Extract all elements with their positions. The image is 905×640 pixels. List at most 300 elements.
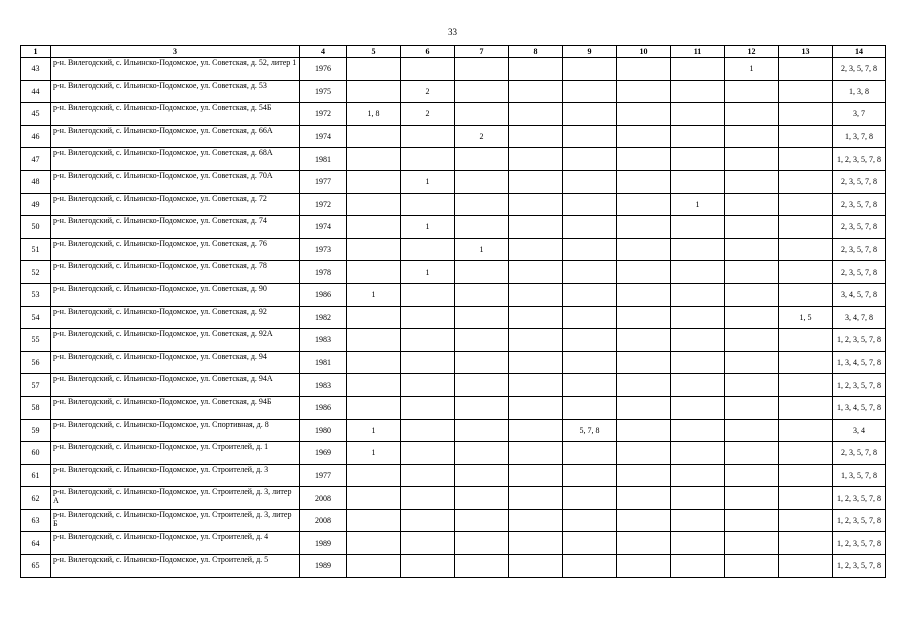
address-cell: р-н. Вилегодский, с. Ильинско-Подомское, ул. Советская, д. 94А xyxy=(51,374,300,397)
table-cell xyxy=(563,555,617,578)
address-cell: р-н. Вилегодский, с. Ильинско-Подомское, ул. Советская, д. 66А xyxy=(51,125,300,148)
table-cell xyxy=(347,216,401,239)
column-header: 6 xyxy=(401,46,455,58)
table-cell: 1977 xyxy=(300,464,347,487)
table-row xyxy=(21,125,886,148)
table-cell: 2 xyxy=(455,125,509,148)
table-row xyxy=(21,532,886,555)
table-cell xyxy=(617,532,671,555)
table-cell xyxy=(779,148,833,171)
table-cell xyxy=(509,555,563,578)
table-cell xyxy=(509,329,563,352)
table-cell: 2008 xyxy=(300,509,347,532)
table-cell: 1982 xyxy=(300,306,347,329)
table-cell xyxy=(509,170,563,193)
table-cell: 1, 3, 5, 7, 8 xyxy=(833,464,886,487)
table-cell xyxy=(725,374,779,397)
table-cell xyxy=(455,419,509,442)
table-row xyxy=(21,374,886,397)
address-cell: р-н. Вилегодский, с. Ильинско-Подомское, ул. Строителей, д. 3 xyxy=(51,464,300,487)
table-cell xyxy=(779,419,833,442)
table-cell: 2, 3, 5, 7, 8 xyxy=(833,238,886,261)
table-cell xyxy=(401,306,455,329)
table-cell xyxy=(347,170,401,193)
table-cell xyxy=(671,329,725,352)
table-cell xyxy=(617,216,671,239)
table-cell xyxy=(563,464,617,487)
table-cell xyxy=(725,487,779,510)
table-cell xyxy=(455,103,509,126)
table-cell xyxy=(347,374,401,397)
table-cell: 1 xyxy=(671,193,725,216)
table-cell xyxy=(617,442,671,465)
table-cell xyxy=(725,532,779,555)
table-cell xyxy=(617,419,671,442)
table-cell: 1 xyxy=(401,216,455,239)
table-row xyxy=(21,396,886,419)
table-cell: 1989 xyxy=(300,555,347,578)
table-cell: 2, 3, 5, 7, 8 xyxy=(833,216,886,239)
table-cell xyxy=(779,80,833,103)
table-row xyxy=(21,351,886,374)
table-cell: 1969 xyxy=(300,442,347,465)
table-row xyxy=(21,306,886,329)
table-cell xyxy=(725,555,779,578)
table-row xyxy=(21,555,886,578)
table-cell xyxy=(617,396,671,419)
column-header: 1 xyxy=(21,46,51,58)
table-cell xyxy=(563,396,617,419)
table-cell xyxy=(563,442,617,465)
table-cell xyxy=(779,329,833,352)
table-row xyxy=(21,487,886,510)
table-cell: 1, 3, 4, 5, 7, 8 xyxy=(833,351,886,374)
row-number-cell: 55 xyxy=(21,329,51,352)
table-cell xyxy=(563,374,617,397)
address-cell: р-н. Вилегодский, с. Ильинско-Подомское, ул. Строителей, д. 3, литер Б xyxy=(51,509,300,532)
row-number-cell: 64 xyxy=(21,532,51,555)
row-number-cell: 56 xyxy=(21,351,51,374)
table-cell xyxy=(779,464,833,487)
column-header: 14 xyxy=(833,46,886,58)
table-cell xyxy=(455,261,509,284)
table-cell xyxy=(401,419,455,442)
address-cell: р-н. Вилегодский, с. Ильинско-Подомское, ул. Советская, д. 92 xyxy=(51,306,300,329)
row-number-cell: 50 xyxy=(21,216,51,239)
table-cell xyxy=(563,351,617,374)
table-cell xyxy=(671,170,725,193)
table-cell xyxy=(671,283,725,306)
table-cell xyxy=(455,396,509,419)
row-number-cell: 57 xyxy=(21,374,51,397)
table-cell: 1980 xyxy=(300,419,347,442)
table-cell xyxy=(563,306,617,329)
table-cell xyxy=(671,487,725,510)
table-cell xyxy=(617,80,671,103)
table-cell xyxy=(401,464,455,487)
address-cell: р-н. Вилегодский, с. Ильинско-Подомское, ул. Советская, д. 72 xyxy=(51,193,300,216)
column-header: 5 xyxy=(347,46,401,58)
table-cell: 1975 xyxy=(300,80,347,103)
table-row xyxy=(21,442,886,465)
table-cell xyxy=(671,396,725,419)
table-cell xyxy=(509,306,563,329)
table-cell xyxy=(671,58,725,81)
table-cell xyxy=(401,238,455,261)
table-cell xyxy=(347,532,401,555)
table-cell xyxy=(725,193,779,216)
table-cell xyxy=(671,555,725,578)
table-cell: 1973 xyxy=(300,238,347,261)
table-cell xyxy=(671,238,725,261)
row-number-cell: 61 xyxy=(21,464,51,487)
table-cell xyxy=(779,261,833,284)
table-cell: 1, 2, 3, 5, 7, 8 xyxy=(833,329,886,352)
table-cell xyxy=(779,58,833,81)
row-number-cell: 59 xyxy=(21,419,51,442)
table-cell: 1 xyxy=(347,442,401,465)
table-row xyxy=(21,103,886,126)
table-cell: 2008 xyxy=(300,487,347,510)
table-cell xyxy=(779,487,833,510)
table-cell: 2 xyxy=(401,103,455,126)
address-cell: р-н. Вилегодский, с. Ильинско-Подомское, ул. Советская, д. 90 xyxy=(51,283,300,306)
table-cell: 5, 7, 8 xyxy=(563,419,617,442)
table-cell xyxy=(725,238,779,261)
table-cell: 1, 2, 3, 5, 7, 8 xyxy=(833,374,886,397)
table-cell xyxy=(779,396,833,419)
table-cell xyxy=(455,306,509,329)
table-row xyxy=(21,80,886,103)
table-cell xyxy=(509,532,563,555)
address-cell: р-н. Вилегодский, с. Ильинско-Подомское, ул. Советская, д. 68А xyxy=(51,148,300,171)
table-cell xyxy=(401,125,455,148)
table-cell: 2, 3, 5, 7, 8 xyxy=(833,442,886,465)
table-cell xyxy=(725,261,779,284)
table-cell xyxy=(617,261,671,284)
row-number-cell: 62 xyxy=(21,487,51,510)
table-cell xyxy=(725,509,779,532)
table-cell xyxy=(563,58,617,81)
address-cell: р-н. Вилегодский, с. Ильинско-Подомское, ул. Строителей, д. 4 xyxy=(51,532,300,555)
table-cell: 2, 3, 5, 7, 8 xyxy=(833,261,886,284)
table-cell: 1 xyxy=(725,58,779,81)
table-cell xyxy=(617,58,671,81)
table-cell xyxy=(347,80,401,103)
table-cell xyxy=(455,170,509,193)
address-cell: р-н. Вилегодский, с. Ильинско-Подомское, ул. Советская, д. 92А xyxy=(51,329,300,352)
row-number-cell: 46 xyxy=(21,125,51,148)
address-cell: р-н. Вилегодский, с. Ильинско-Подомское, ул. Строителей, д. 5 xyxy=(51,555,300,578)
table-cell xyxy=(455,464,509,487)
column-header: 8 xyxy=(509,46,563,58)
table-cell xyxy=(563,125,617,148)
table-cell: 1, 2, 3, 5, 7, 8 xyxy=(833,148,886,171)
table-cell xyxy=(563,148,617,171)
table-cell xyxy=(617,487,671,510)
table-cell: 1, 5 xyxy=(779,306,833,329)
row-number-cell: 60 xyxy=(21,442,51,465)
table-cell xyxy=(725,80,779,103)
table-cell xyxy=(725,103,779,126)
table-cell xyxy=(401,351,455,374)
table-cell xyxy=(563,329,617,352)
table-cell xyxy=(671,464,725,487)
table-cell xyxy=(509,374,563,397)
address-cell: р-н. Вилегодский, с. Ильинско-Подомское, ул. Советская, д. 74 xyxy=(51,216,300,239)
table-cell: 1983 xyxy=(300,329,347,352)
address-cell: р-н. Вилегодский, с. Ильинско-Подомское, ул. Советская, д. 54Б xyxy=(51,103,300,126)
table-row xyxy=(21,148,886,171)
table-row xyxy=(21,464,886,487)
table-cell: 1978 xyxy=(300,261,347,284)
table-cell xyxy=(725,125,779,148)
table-cell xyxy=(725,442,779,465)
row-number-cell: 65 xyxy=(21,555,51,578)
table-cell xyxy=(455,442,509,465)
table-row xyxy=(21,170,886,193)
table-cell: 3, 4 xyxy=(833,419,886,442)
table-row xyxy=(21,193,886,216)
table-cell xyxy=(347,509,401,532)
table-cell xyxy=(347,148,401,171)
table-cell: 1974 xyxy=(300,216,347,239)
table-cell xyxy=(671,419,725,442)
table-cell xyxy=(779,103,833,126)
table-cell xyxy=(563,238,617,261)
table-cell xyxy=(401,374,455,397)
table-body xyxy=(21,58,886,578)
table-cell xyxy=(617,329,671,352)
table-cell xyxy=(779,532,833,555)
page-number: 33 xyxy=(448,27,457,37)
table-cell xyxy=(401,396,455,419)
table-cell xyxy=(617,283,671,306)
table-cell xyxy=(347,396,401,419)
table-cell: 1, 3, 7, 8 xyxy=(833,125,886,148)
table-row xyxy=(21,216,886,239)
table-cell xyxy=(509,80,563,103)
table-cell xyxy=(779,442,833,465)
table-cell xyxy=(401,329,455,352)
row-number-cell: 45 xyxy=(21,103,51,126)
table-cell xyxy=(509,509,563,532)
table-cell xyxy=(725,419,779,442)
table-cell xyxy=(671,306,725,329)
table-cell xyxy=(671,374,725,397)
table-cell: 1 xyxy=(401,170,455,193)
column-header: 13 xyxy=(779,46,833,58)
table-cell xyxy=(725,170,779,193)
table-cell: 1977 xyxy=(300,170,347,193)
row-number-cell: 54 xyxy=(21,306,51,329)
table-row xyxy=(21,419,886,442)
table-cell: 1983 xyxy=(300,374,347,397)
table-cell xyxy=(671,80,725,103)
table-cell xyxy=(725,464,779,487)
table-cell xyxy=(725,329,779,352)
column-header: 10 xyxy=(617,46,671,58)
table-cell xyxy=(455,148,509,171)
table-cell xyxy=(347,193,401,216)
table-cell xyxy=(347,487,401,510)
address-cell: р-н. Вилегодский, с. Ильинско-Подомское, ул. Строителей, д. 1 xyxy=(51,442,300,465)
table-cell: 1 xyxy=(347,283,401,306)
table-cell xyxy=(563,261,617,284)
table-cell: 1976 xyxy=(300,58,347,81)
table-cell xyxy=(617,351,671,374)
table-row xyxy=(21,283,886,306)
table-cell xyxy=(455,193,509,216)
table-cell xyxy=(509,261,563,284)
table-cell xyxy=(779,509,833,532)
table-cell: 1972 xyxy=(300,193,347,216)
table-cell xyxy=(671,351,725,374)
table-cell xyxy=(347,351,401,374)
table-cell: 2, 3, 5, 7, 8 xyxy=(833,170,886,193)
table-cell xyxy=(671,532,725,555)
table-cell xyxy=(509,103,563,126)
table-cell xyxy=(347,58,401,81)
row-number-cell: 47 xyxy=(21,148,51,171)
table-cell xyxy=(509,419,563,442)
table-cell: 3, 7 xyxy=(833,103,886,126)
table-cell xyxy=(671,103,725,126)
table-cell xyxy=(509,238,563,261)
table-cell: 1, 3, 8 xyxy=(833,80,886,103)
table-cell xyxy=(779,374,833,397)
address-cell: р-н. Вилегодский, с. Ильинско-Подомское, ул. Спортивная, д. 8 xyxy=(51,419,300,442)
table-cell: 1 xyxy=(401,261,455,284)
address-cell: р-н. Вилегодский, с. Ильинско-Подомское, ул. Советская, д. 76 xyxy=(51,238,300,261)
table-cell xyxy=(509,58,563,81)
table-cell xyxy=(563,509,617,532)
table-cell xyxy=(563,103,617,126)
table-cell xyxy=(617,103,671,126)
table-cell xyxy=(509,148,563,171)
table-cell: 1972 xyxy=(300,103,347,126)
table-cell: 1, 8 xyxy=(347,103,401,126)
row-number-cell: 52 xyxy=(21,261,51,284)
table-cell xyxy=(401,509,455,532)
table-cell: 1986 xyxy=(300,283,347,306)
table-cell xyxy=(563,487,617,510)
table-cell: 1986 xyxy=(300,396,347,419)
table-cell xyxy=(455,80,509,103)
table-cell: 1, 2, 3, 5, 7, 8 xyxy=(833,555,886,578)
table-cell xyxy=(401,532,455,555)
address-cell: р-н. Вилегодский, с. Ильинско-Подомское, ул. Советская, д. 53 xyxy=(51,80,300,103)
table-cell xyxy=(671,442,725,465)
table-cell xyxy=(347,125,401,148)
address-cell: р-н. Вилегодский, с. Ильинско-Подомское, ул. Советская, д. 52, литер 1 xyxy=(51,58,300,81)
address-cell: р-н. Вилегодский, с. Ильинско-Подомское, ул. Советская, д. 70А xyxy=(51,170,300,193)
table-cell xyxy=(779,283,833,306)
table-cell xyxy=(455,532,509,555)
table-cell xyxy=(563,193,617,216)
address-cell: р-н. Вилегодский, с. Ильинско-Подомское, ул. Советская, д. 78 xyxy=(51,261,300,284)
row-number-cell: 49 xyxy=(21,193,51,216)
table-cell: 2, 3, 5, 7, 8 xyxy=(833,58,886,81)
table-cell xyxy=(455,329,509,352)
table-cell: 1, 2, 3, 5, 7, 8 xyxy=(833,509,886,532)
table-cell xyxy=(617,170,671,193)
column-header: 3 xyxy=(51,46,300,58)
table-cell xyxy=(347,261,401,284)
table-row xyxy=(21,58,886,81)
table-cell xyxy=(779,216,833,239)
table-cell xyxy=(617,464,671,487)
table-cell xyxy=(725,351,779,374)
table-cell: 1 xyxy=(455,238,509,261)
table-cell xyxy=(455,509,509,532)
table-cell xyxy=(725,283,779,306)
table-cell: 3, 4, 5, 7, 8 xyxy=(833,283,886,306)
table-cell: 2, 3, 5, 7, 8 xyxy=(833,193,886,216)
table-cell xyxy=(779,555,833,578)
table-cell: 1981 xyxy=(300,351,347,374)
column-header: 11 xyxy=(671,46,725,58)
table-cell xyxy=(617,125,671,148)
table-cell xyxy=(401,487,455,510)
table-cell xyxy=(509,351,563,374)
table-cell xyxy=(455,374,509,397)
table-cell xyxy=(455,58,509,81)
table-cell xyxy=(725,148,779,171)
table-cell xyxy=(455,351,509,374)
table-cell xyxy=(509,464,563,487)
table-cell xyxy=(563,80,617,103)
buildings-table xyxy=(20,45,886,578)
table-cell xyxy=(347,464,401,487)
table-cell xyxy=(455,487,509,510)
table-cell xyxy=(617,509,671,532)
table-cell xyxy=(509,487,563,510)
column-header: 9 xyxy=(563,46,617,58)
table-cell: 1981 xyxy=(300,148,347,171)
column-header: 12 xyxy=(725,46,779,58)
table-cell xyxy=(401,555,455,578)
table-cell xyxy=(509,216,563,239)
table-cell xyxy=(455,216,509,239)
table-cell xyxy=(725,306,779,329)
table-cell xyxy=(671,148,725,171)
table-cell xyxy=(401,442,455,465)
row-number-cell: 51 xyxy=(21,238,51,261)
table-cell xyxy=(563,170,617,193)
table-cell xyxy=(725,216,779,239)
table-row xyxy=(21,238,886,261)
table-cell xyxy=(347,329,401,352)
column-header: 7 xyxy=(455,46,509,58)
table-cell: 1, 2, 3, 5, 7, 8 xyxy=(833,487,886,510)
table-cell xyxy=(455,555,509,578)
table-cell xyxy=(563,216,617,239)
table-cell xyxy=(671,261,725,284)
table-cell xyxy=(617,306,671,329)
row-number-cell: 44 xyxy=(21,80,51,103)
table-cell xyxy=(671,125,725,148)
table-cell xyxy=(401,148,455,171)
table-cell xyxy=(401,193,455,216)
row-number-cell: 58 xyxy=(21,396,51,419)
table-cell xyxy=(347,238,401,261)
table-cell xyxy=(563,532,617,555)
table-cell xyxy=(509,193,563,216)
table-cell: 1 xyxy=(347,419,401,442)
address-cell: р-н. Вилегодский, с. Ильинско-Подомское, ул. Советская, д. 94Б xyxy=(51,396,300,419)
table-cell xyxy=(779,125,833,148)
